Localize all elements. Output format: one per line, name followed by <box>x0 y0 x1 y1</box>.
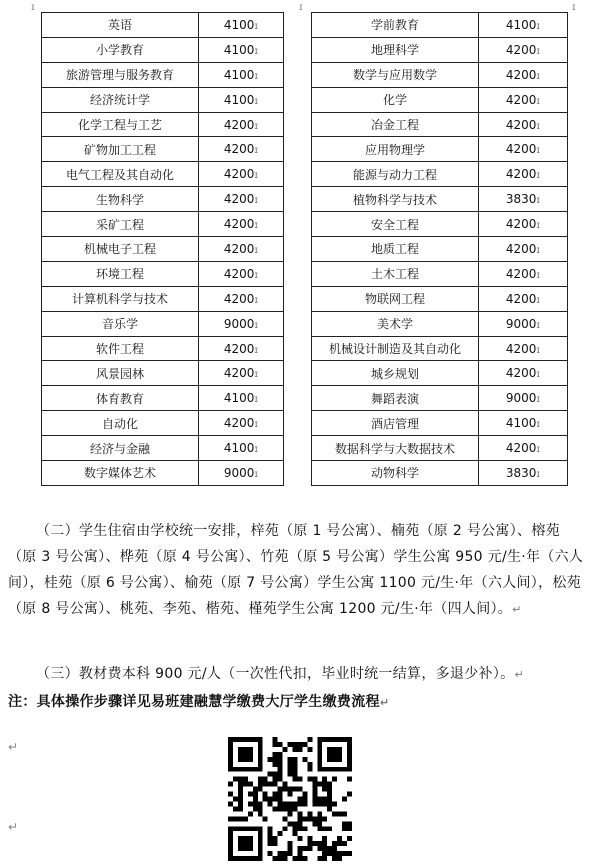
tuition-fee: 4200ɪ <box>199 336 284 361</box>
tuition-fee: 4200ɪ <box>479 336 568 361</box>
major-name: 经济统计学 <box>42 87 199 112</box>
table-row <box>42 13 284 38</box>
major-name: 机械电子工程 <box>42 237 199 262</box>
tuition-fee: 4200ɪ <box>479 37 568 62</box>
tuition-fee: 4100ɪ <box>199 436 284 461</box>
tuition-fee: 4200ɪ <box>199 212 284 237</box>
column-mark: ɪ <box>31 2 35 13</box>
table-row <box>312 411 568 436</box>
major-name: 地理科学 <box>312 37 479 62</box>
table-row <box>42 336 284 361</box>
tuition-fee: 4100ɪ <box>199 386 284 411</box>
table-row <box>42 87 284 112</box>
major-name: 应用物理学 <box>312 137 479 162</box>
major-name: 植物科学与技术 <box>312 187 479 212</box>
major-name: 电气工程及其自动化 <box>42 162 199 187</box>
paragraph-mark: ↵ <box>379 696 390 709</box>
major-name: 安全工程 <box>312 212 479 237</box>
tuition-fee: 4200ɪ <box>479 112 568 137</box>
major-name: 化学工程与工艺 <box>42 112 199 137</box>
tuition-fee: 4200ɪ <box>199 411 284 436</box>
table-row <box>312 436 568 461</box>
major-name: 冶金工程 <box>312 112 479 137</box>
table-row <box>312 162 568 187</box>
table-row <box>312 62 568 87</box>
major-name: 小学教育 <box>42 37 199 62</box>
fee-table-right <box>311 12 568 486</box>
major-name: 能源与动力工程 <box>312 162 479 187</box>
table-row <box>42 62 284 87</box>
major-name: 机械设计制造及其自动化 <box>312 336 479 361</box>
tuition-fee: 4200ɪ <box>199 261 284 286</box>
table-row <box>312 212 568 237</box>
major-name: 英语 <box>42 13 199 38</box>
tuition-fee: 3830ɪ <box>479 187 568 212</box>
major-name: 化学 <box>312 87 479 112</box>
major-name: 数据科学与大数据技术 <box>312 436 479 461</box>
major-name: 物联网工程 <box>312 286 479 311</box>
table-row <box>312 386 568 411</box>
table-row <box>312 37 568 62</box>
tuition-fee: 4200ɪ <box>479 261 568 286</box>
table-row <box>42 261 284 286</box>
table-row <box>312 311 568 336</box>
tuition-fee: 4200ɪ <box>479 137 568 162</box>
note-paragraph <box>8 689 588 716</box>
tuition-fee: 4200ɪ <box>199 112 284 137</box>
major-name: 音乐学 <box>42 311 199 336</box>
table-row <box>42 212 284 237</box>
major-name: 环境工程 <box>42 261 199 286</box>
major-name: 软件工程 <box>42 336 199 361</box>
tuition-fee: 4200ɪ <box>479 87 568 112</box>
major-name: 舞蹈表演 <box>312 386 479 411</box>
housing-paragraph <box>8 518 588 623</box>
table-row <box>42 112 284 137</box>
major-name: 城乡规划 <box>312 361 479 386</box>
tuition-fee: 4200ɪ <box>479 237 568 262</box>
major-name: 数字媒体艺术 <box>42 461 199 486</box>
paragraph-mark: ↵ <box>8 820 19 834</box>
table-row <box>312 112 568 137</box>
column-mark: ɪ <box>572 2 576 13</box>
note-text: 注：具体操作步骤详见易班建融慧学缴费大厅学生缴费流程 <box>8 694 380 710</box>
major-name: 采矿工程 <box>42 212 199 237</box>
major-name: 美术学 <box>312 311 479 336</box>
table-row <box>42 237 284 262</box>
major-name: 体育教育 <box>42 386 199 411</box>
major-name: 风景园林 <box>42 361 199 386</box>
major-name: 生物科学 <box>42 187 199 212</box>
fee-table-left <box>41 12 284 486</box>
tuition-fee: 4200ɪ <box>199 361 284 386</box>
textbook-paragraph <box>8 661 588 688</box>
tuition-fee: 4100ɪ <box>199 37 284 62</box>
table-row <box>42 187 284 212</box>
tuition-fee: 4200ɪ <box>479 361 568 386</box>
major-name: 地质工程 <box>312 237 479 262</box>
housing-text: （二）学生住宿由学校统一安排，梓苑（原 1 号公寓）、楠苑（原 2 号公寓）、榕苑（原 3 号公寓）、桦苑（原 4 号公寓）、竹苑（原 5 号公寓）学生公寓 950 元/生·年（六人间），桂苑（原 6 号公寓）、榆苑（原 7 号公寓）学生公寓 1100 元/生·年（六人间），松苑（原 8 号公寓）、桃苑、李苑、楷苑、槿苑学生公寓 1200 元/生·年（四人间）。 <box>8 523 584 617</box>
major-name: 旅游管理与服务教育 <box>42 62 199 87</box>
major-name: 自动化 <box>42 411 199 436</box>
tuition-fee: 9000ɪ <box>479 386 568 411</box>
tuition-fee: 4100ɪ <box>199 62 284 87</box>
major-name: 学前教育 <box>312 13 479 38</box>
paragraph-mark: ↵ <box>8 740 19 754</box>
table-row <box>42 162 284 187</box>
table-row <box>312 286 568 311</box>
tuition-fee: 4200ɪ <box>199 286 284 311</box>
tuition-fee: 3830ɪ <box>479 461 568 486</box>
tuition-fee: 4200ɪ <box>479 62 568 87</box>
table-row <box>42 311 284 336</box>
major-name: 土木工程 <box>312 261 479 286</box>
major-name: 矿物加工工程 <box>42 137 199 162</box>
tuition-fee: 4200ɪ <box>199 137 284 162</box>
tuition-fee: 4100ɪ <box>479 13 568 38</box>
table-row <box>312 137 568 162</box>
table-row <box>42 461 284 486</box>
table-row <box>42 436 284 461</box>
qr-code-graphic <box>228 737 352 861</box>
table-row <box>312 361 568 386</box>
table-row <box>42 286 284 311</box>
table-row <box>312 461 568 486</box>
tuition-fee: 4200ɪ <box>199 237 284 262</box>
tuition-fee: 4100ɪ <box>199 13 284 38</box>
paragraph-mark: ↵ <box>514 668 524 681</box>
major-name: 数学与应用数学 <box>312 62 479 87</box>
tuition-fee: 9000ɪ <box>479 311 568 336</box>
major-name: 经济与金融 <box>42 436 199 461</box>
tuition-fee: 4200ɪ <box>479 212 568 237</box>
tuition-fee: 9000ɪ <box>199 311 284 336</box>
textbook-text: （三）教材费本科 900 元/人（一次性代扣，毕业时统一结算，多退少补）。 <box>36 666 515 682</box>
table-row <box>312 261 568 286</box>
qr-code-image <box>228 737 352 861</box>
tuition-fee: 4200ɪ <box>479 162 568 187</box>
table-row <box>42 37 284 62</box>
table-row <box>312 13 568 38</box>
table-row <box>42 411 284 436</box>
tuition-fee: 9000ɪ <box>199 461 284 486</box>
tuition-fee: 4100ɪ <box>479 411 568 436</box>
major-name: 酒店管理 <box>312 411 479 436</box>
tuition-fee: 4200ɪ <box>199 162 284 187</box>
paragraph-mark: ↵ <box>512 603 522 616</box>
table-row <box>312 237 568 262</box>
table-row <box>312 336 568 361</box>
table-row <box>42 361 284 386</box>
major-name: 计算机科学与技术 <box>42 286 199 311</box>
table-row <box>42 386 284 411</box>
table-row <box>42 137 284 162</box>
table-row <box>312 187 568 212</box>
tuition-fee: 4200ɪ <box>479 436 568 461</box>
tuition-fee: 4200ɪ <box>199 187 284 212</box>
major-name: 动物科学 <box>312 461 479 486</box>
tuition-fee: 4100ɪ <box>199 87 284 112</box>
column-mark: ɪ <box>299 2 303 13</box>
table-row <box>312 87 568 112</box>
tuition-fee: 4200ɪ <box>479 286 568 311</box>
